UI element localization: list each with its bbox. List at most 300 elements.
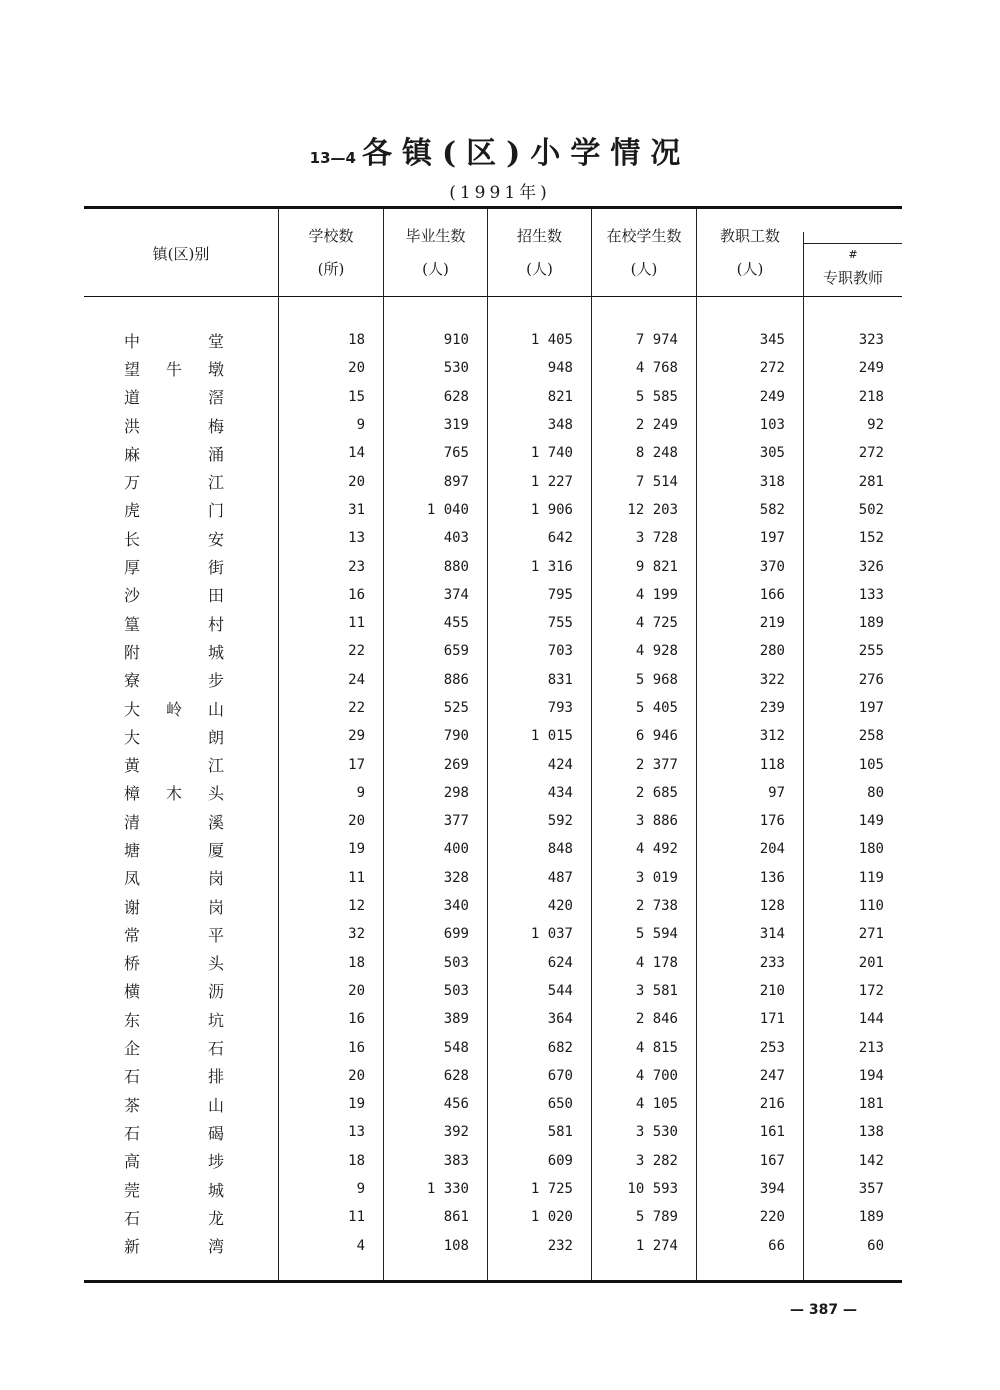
table-row xyxy=(84,835,902,863)
cell-staff: 166 xyxy=(759,586,785,603)
cell-students: 4 768 xyxy=(635,360,678,377)
cell-staff: 239 xyxy=(759,700,785,716)
cell-enrolled: 1 740 xyxy=(530,445,573,462)
cell-schools: 19 xyxy=(348,841,365,858)
cell-graduates: 1 040 xyxy=(426,501,469,518)
region-name xyxy=(84,524,278,552)
cell-students: 2 249 xyxy=(635,417,678,434)
cell-staff: 118 xyxy=(759,756,785,773)
region-name xyxy=(84,411,278,439)
table-row xyxy=(84,920,902,948)
cell-graduates: 886 xyxy=(443,671,469,688)
cell-students: 5 789 xyxy=(635,1209,678,1226)
region-name xyxy=(84,1175,278,1203)
page-number: — 387 — xyxy=(790,1302,857,1318)
cell-staff: 312 xyxy=(759,728,785,745)
cell-students: 9 821 xyxy=(635,558,678,575)
region-name xyxy=(84,722,278,750)
region-name xyxy=(84,552,278,580)
region-name-text: 黄 江 xyxy=(124,756,224,776)
cell-graduates: 530 xyxy=(443,360,469,377)
cell-staff: 345 xyxy=(759,332,785,349)
region-name xyxy=(84,750,278,778)
table-row xyxy=(84,694,902,722)
cell-students: 5 594 xyxy=(635,926,678,943)
cell-schools: 20 xyxy=(348,813,365,830)
cell-enrolled: 821 xyxy=(547,388,573,405)
cell-graduates: 319 xyxy=(443,417,469,434)
cell-schools: 9 xyxy=(356,1181,365,1198)
cell-enrolled: 420 xyxy=(547,898,573,915)
cell-graduates: 328 xyxy=(443,869,469,886)
cell-teachers: 272 xyxy=(858,445,884,462)
cell-teachers: 194 xyxy=(858,1067,884,1084)
cell-staff: 66 xyxy=(768,1237,785,1254)
cell-graduates: 108 xyxy=(443,1237,469,1254)
region-name-text: 石 碣 xyxy=(124,1123,224,1143)
cell-staff: 176 xyxy=(759,813,785,830)
cell-graduates: 340 xyxy=(443,898,469,915)
header-students: 在校学生数 (人) xyxy=(606,227,682,278)
cell-teachers: 189 xyxy=(858,1209,884,1226)
cell-teachers: 271 xyxy=(858,926,884,943)
region-name-text: 企 石 xyxy=(124,1039,224,1059)
region-name xyxy=(84,920,278,948)
cell-teachers: 258 xyxy=(858,728,884,745)
region-name xyxy=(84,1118,278,1146)
cell-graduates: 1 330 xyxy=(426,1181,469,1198)
cell-enrolled: 364 xyxy=(547,1011,573,1028)
cell-students: 4 928 xyxy=(635,643,678,660)
cell-enrolled: 434 xyxy=(547,784,573,801)
cell-staff: 253 xyxy=(759,1039,785,1056)
cell-teachers: 255 xyxy=(858,643,884,660)
cell-students: 3 282 xyxy=(635,1152,678,1169)
cell-students: 7 514 xyxy=(635,473,678,490)
cell-students: 4 105 xyxy=(635,1096,678,1113)
cell-students: 4 492 xyxy=(635,841,678,858)
cell-staff: 220 xyxy=(759,1209,785,1226)
cell-schools: 14 xyxy=(348,445,365,462)
cell-schools: 20 xyxy=(348,982,365,999)
cell-graduates: 374 xyxy=(443,586,469,603)
region-name xyxy=(84,354,278,382)
cell-enrolled: 795 xyxy=(547,586,573,603)
table-row xyxy=(84,1033,902,1061)
table-row xyxy=(84,411,902,439)
cell-enrolled: 831 xyxy=(547,671,573,688)
cell-enrolled: 424 xyxy=(547,756,573,773)
region-name-text: 大 朗 xyxy=(124,727,224,747)
cell-teachers: 189 xyxy=(858,615,884,632)
cell-schools: 9 xyxy=(356,784,365,801)
cell-graduates: 880 xyxy=(443,558,469,575)
cell-students: 6 946 xyxy=(635,728,678,745)
cell-schools: 9 xyxy=(356,417,365,434)
cell-graduates: 659 xyxy=(443,643,469,660)
cell-graduates: 525 xyxy=(443,700,469,716)
header-region: 镇(区)别 xyxy=(152,245,210,263)
cell-enrolled: 592 xyxy=(547,813,573,830)
table-row xyxy=(84,779,902,807)
cell-staff: 128 xyxy=(759,898,785,915)
data-table xyxy=(84,326,902,1260)
cell-graduates: 456 xyxy=(443,1096,469,1113)
cell-teachers: 142 xyxy=(858,1152,884,1169)
table-row xyxy=(84,1203,902,1231)
region-name xyxy=(84,1147,278,1175)
cell-teachers: 80 xyxy=(867,784,884,801)
table-row xyxy=(84,949,902,977)
cell-schools: 16 xyxy=(348,1011,365,1028)
table-row xyxy=(84,383,902,411)
cell-teachers: 105 xyxy=(858,756,884,773)
cell-students: 2 738 xyxy=(635,898,678,915)
cell-schools: 12 xyxy=(348,898,365,915)
table-row xyxy=(84,581,902,609)
region-name-text: 新 湾 xyxy=(124,1237,224,1257)
cell-graduates: 455 xyxy=(443,615,469,632)
cell-schools: 22 xyxy=(348,700,365,716)
table-row xyxy=(84,467,902,495)
cell-students: 4 725 xyxy=(635,615,678,632)
region-name-text: 中 堂 xyxy=(124,331,224,351)
cell-staff: 216 xyxy=(759,1096,785,1113)
cell-graduates: 298 xyxy=(443,784,469,801)
table-row xyxy=(84,1005,902,1033)
region-name xyxy=(84,666,278,694)
cell-enrolled: 232 xyxy=(547,1237,573,1254)
table-row xyxy=(84,524,902,552)
cell-staff: 318 xyxy=(759,473,785,490)
cell-schools: 19 xyxy=(348,1096,365,1113)
table-body xyxy=(84,326,902,1260)
region-name xyxy=(84,1033,278,1061)
cell-enrolled: 1 725 xyxy=(530,1181,573,1198)
cell-students: 4 199 xyxy=(635,586,678,603)
table-row xyxy=(84,892,902,920)
cell-schools: 23 xyxy=(348,558,365,575)
region-name xyxy=(84,496,278,524)
region-name-text: 石 龙 xyxy=(124,1208,224,1228)
cell-teachers: 502 xyxy=(858,501,884,518)
cell-enrolled: 793 xyxy=(547,700,573,716)
region-name-text: 道 滘 xyxy=(124,388,224,408)
cell-enrolled: 703 xyxy=(547,643,573,660)
table-row xyxy=(84,1062,902,1090)
table-row xyxy=(84,807,902,835)
cell-students: 2 846 xyxy=(635,1011,678,1028)
cell-schools: 32 xyxy=(348,926,365,943)
table-number: 13—4 xyxy=(309,149,356,167)
region-name-text: 凤 岗 xyxy=(124,869,224,889)
cell-enrolled: 670 xyxy=(547,1067,573,1084)
cell-enrolled: 682 xyxy=(547,1039,573,1056)
cell-students: 5 968 xyxy=(635,671,678,688)
cell-schools: 29 xyxy=(348,728,365,745)
table-row xyxy=(84,666,902,694)
cell-staff: 103 xyxy=(759,417,785,434)
cell-students: 1 274 xyxy=(635,1237,678,1254)
cell-staff: 305 xyxy=(759,445,785,462)
region-name xyxy=(84,326,278,354)
region-name xyxy=(84,609,278,637)
header-graduates: 毕业生数 (人) xyxy=(405,227,466,278)
cell-teachers: 181 xyxy=(858,1096,884,1113)
table-row xyxy=(84,722,902,750)
cell-teachers: 201 xyxy=(858,954,884,971)
region-name xyxy=(84,892,278,920)
header-rule xyxy=(84,296,902,297)
cell-graduates: 389 xyxy=(443,1011,469,1028)
cell-enrolled: 1 227 xyxy=(530,473,573,490)
cell-graduates: 503 xyxy=(443,954,469,971)
region-name xyxy=(84,949,278,977)
cell-staff: 370 xyxy=(759,558,785,575)
cell-graduates: 790 xyxy=(443,728,469,745)
cell-graduates: 392 xyxy=(443,1124,469,1141)
cell-students: 4 815 xyxy=(635,1039,678,1056)
cell-staff: 204 xyxy=(759,841,785,858)
region-name-text: 石 排 xyxy=(124,1067,224,1087)
cell-teachers: 119 xyxy=(858,869,884,886)
cell-teachers: 172 xyxy=(858,982,884,999)
table-row xyxy=(84,977,902,1005)
cell-staff: 582 xyxy=(759,501,785,518)
cell-staff: 210 xyxy=(759,982,785,999)
region-name xyxy=(84,807,278,835)
cell-students: 8 248 xyxy=(635,445,678,462)
cell-teachers: 281 xyxy=(858,473,884,490)
region-name xyxy=(84,1062,278,1090)
cell-enrolled: 581 xyxy=(547,1124,573,1141)
cell-teachers: 197 xyxy=(858,700,884,716)
cell-schools: 20 xyxy=(348,360,365,377)
table-row xyxy=(84,864,902,892)
cell-schools: 4 xyxy=(356,1237,365,1254)
cell-enrolled: 487 xyxy=(547,869,573,886)
cell-staff: 272 xyxy=(759,360,785,377)
cell-staff: 97 xyxy=(768,784,785,801)
cell-schools: 15 xyxy=(348,388,365,405)
cell-schools: 11 xyxy=(348,1209,365,1226)
cell-graduates: 628 xyxy=(443,1067,469,1084)
cell-graduates: 503 xyxy=(443,982,469,999)
cell-enrolled: 650 xyxy=(547,1096,573,1113)
cell-teachers: 326 xyxy=(858,558,884,575)
cell-schools: 18 xyxy=(348,1152,365,1169)
table-row xyxy=(84,1147,902,1175)
cell-schools: 18 xyxy=(348,954,365,971)
cell-students: 5 405 xyxy=(635,700,678,716)
region-name xyxy=(84,1090,278,1118)
region-name-text: 桥 头 xyxy=(124,954,224,974)
region-name-text: 高 埗 xyxy=(124,1152,224,1172)
cell-schools: 24 xyxy=(348,671,365,688)
region-name xyxy=(84,1232,278,1260)
table-row xyxy=(84,750,902,778)
cell-enrolled: 1 015 xyxy=(530,728,573,745)
cell-students: 5 585 xyxy=(635,388,678,405)
cell-teachers: 276 xyxy=(858,671,884,688)
cell-enrolled: 848 xyxy=(547,841,573,858)
cell-teachers: 138 xyxy=(858,1124,884,1141)
cell-students: 12 203 xyxy=(627,501,678,518)
region-name-text: 塘 厦 xyxy=(124,840,224,860)
cell-students: 3 530 xyxy=(635,1124,678,1141)
cell-teachers: 323 xyxy=(858,332,884,349)
cell-graduates: 765 xyxy=(443,445,469,462)
region-name-text: 谢 岗 xyxy=(124,897,224,917)
table-row xyxy=(84,496,902,524)
cell-students: 2 685 xyxy=(635,784,678,801)
cell-graduates: 548 xyxy=(443,1039,469,1056)
cell-enrolled: 609 xyxy=(547,1152,573,1169)
cell-enrolled: 1 316 xyxy=(530,558,573,575)
table-subtitle: (1991年) xyxy=(449,183,551,203)
cell-students: 2 377 xyxy=(635,756,678,773)
region-name-text: 沙 田 xyxy=(124,586,224,606)
cell-staff: 247 xyxy=(759,1067,785,1084)
cell-students: 4 700 xyxy=(635,1067,678,1084)
cell-staff: 249 xyxy=(759,388,785,405)
cell-schools: 20 xyxy=(348,473,365,490)
cell-staff: 219 xyxy=(759,615,785,632)
cell-staff: 161 xyxy=(759,1124,785,1141)
table-row xyxy=(84,609,902,637)
cell-teachers: 60 xyxy=(867,1237,884,1254)
table-row xyxy=(84,637,902,665)
header-enrolled: 招生数 (人) xyxy=(516,227,562,278)
cell-enrolled: 544 xyxy=(547,982,573,999)
cell-teachers: 149 xyxy=(858,813,884,830)
region-name-text: 万 江 xyxy=(124,473,224,493)
region-name-text: 东 坑 xyxy=(124,1010,224,1030)
cell-teachers: 180 xyxy=(858,841,884,858)
region-name xyxy=(84,1005,278,1033)
header-teachers: 专职教师 xyxy=(822,269,883,287)
cell-teachers: 218 xyxy=(858,388,884,405)
table-row xyxy=(84,1118,902,1146)
cell-students: 3 728 xyxy=(635,530,678,547)
region-name xyxy=(84,383,278,411)
cell-schools: 31 xyxy=(348,501,365,518)
cell-schools: 16 xyxy=(348,1039,365,1056)
region-name-text: 横 沥 xyxy=(124,982,224,1002)
cell-students: 3 019 xyxy=(635,869,678,886)
region-name xyxy=(84,467,278,495)
cell-schools: 11 xyxy=(348,869,365,886)
cell-staff: 233 xyxy=(759,954,785,971)
region-name xyxy=(84,581,278,609)
region-name xyxy=(84,779,278,807)
star-marker: # xyxy=(848,248,858,261)
region-name xyxy=(84,864,278,892)
cell-schools: 22 xyxy=(348,643,365,660)
cell-schools: 13 xyxy=(348,530,365,547)
cell-graduates: 699 xyxy=(443,926,469,943)
table-row xyxy=(84,326,902,354)
bottom-rule xyxy=(84,1280,902,1283)
cell-staff: 322 xyxy=(759,671,785,688)
region-name-text: 附 城 xyxy=(124,642,224,662)
header-staff: 教职工数 (人) xyxy=(719,227,780,278)
cell-graduates: 383 xyxy=(443,1152,469,1169)
cell-teachers: 152 xyxy=(858,530,884,547)
cell-schools: 18 xyxy=(348,332,365,349)
cell-students: 3 581 xyxy=(635,982,678,999)
cell-teachers: 92 xyxy=(867,417,884,434)
cell-schools: 13 xyxy=(348,1124,365,1141)
cell-graduates: 897 xyxy=(443,473,469,490)
cell-teachers: 133 xyxy=(858,586,884,603)
top-rule xyxy=(84,206,902,209)
cell-graduates: 861 xyxy=(443,1209,469,1226)
cell-teachers: 357 xyxy=(858,1181,884,1198)
cell-students: 3 886 xyxy=(635,813,678,830)
region-name-text: 麻 涌 xyxy=(124,444,224,464)
cell-graduates: 377 xyxy=(443,813,469,830)
region-name-text: 洪 梅 xyxy=(124,416,224,436)
table-row xyxy=(84,1175,902,1203)
region-name-text: 长 安 xyxy=(124,529,224,549)
region-name xyxy=(84,1203,278,1231)
cell-teachers: 144 xyxy=(858,1011,884,1028)
cell-schools: 17 xyxy=(348,756,365,773)
region-name-text: 清 溪 xyxy=(124,812,224,832)
cell-students: 7 974 xyxy=(635,332,678,349)
region-name-text: 常 平 xyxy=(124,925,224,945)
region-name-text: 厚 街 xyxy=(124,558,224,578)
cell-enrolled: 755 xyxy=(547,615,573,632)
cell-teachers: 213 xyxy=(858,1039,884,1056)
cell-enrolled: 948 xyxy=(547,360,573,377)
region-name xyxy=(84,835,278,863)
region-name xyxy=(84,439,278,467)
region-name-text: 望 牛 墩 xyxy=(124,359,224,379)
cell-enrolled: 1 037 xyxy=(530,926,573,943)
table-row xyxy=(84,354,902,382)
teacher-subheader-rule xyxy=(804,243,902,244)
cell-students: 4 178 xyxy=(635,954,678,971)
cell-staff: 136 xyxy=(759,869,785,886)
table-row xyxy=(84,1090,902,1118)
region-name xyxy=(84,977,278,1005)
region-name-text: 大 岭 山 xyxy=(124,699,224,719)
region-name-text: 莞 城 xyxy=(124,1180,224,1200)
cell-schools: 16 xyxy=(348,586,365,603)
cell-teachers: 110 xyxy=(858,898,884,915)
cell-enrolled: 348 xyxy=(547,417,573,434)
cell-staff: 394 xyxy=(759,1181,785,1198)
region-name xyxy=(84,694,278,722)
region-name-text: 茶 山 xyxy=(124,1095,224,1115)
region-name-text: 虎 门 xyxy=(124,501,224,521)
cell-staff: 167 xyxy=(759,1152,785,1169)
cell-graduates: 269 xyxy=(443,756,469,773)
cell-staff: 314 xyxy=(759,926,785,943)
cell-graduates: 910 xyxy=(443,332,469,349)
cell-graduates: 628 xyxy=(443,388,469,405)
cell-graduates: 400 xyxy=(443,841,469,858)
cell-enrolled: 624 xyxy=(547,954,573,971)
cell-staff: 197 xyxy=(759,530,785,547)
cell-enrolled: 1 020 xyxy=(530,1209,573,1226)
region-name xyxy=(84,637,278,665)
table-title: 各镇(区)小学情况 xyxy=(361,136,691,171)
cell-staff: 171 xyxy=(759,1011,785,1028)
table-row xyxy=(84,552,902,580)
